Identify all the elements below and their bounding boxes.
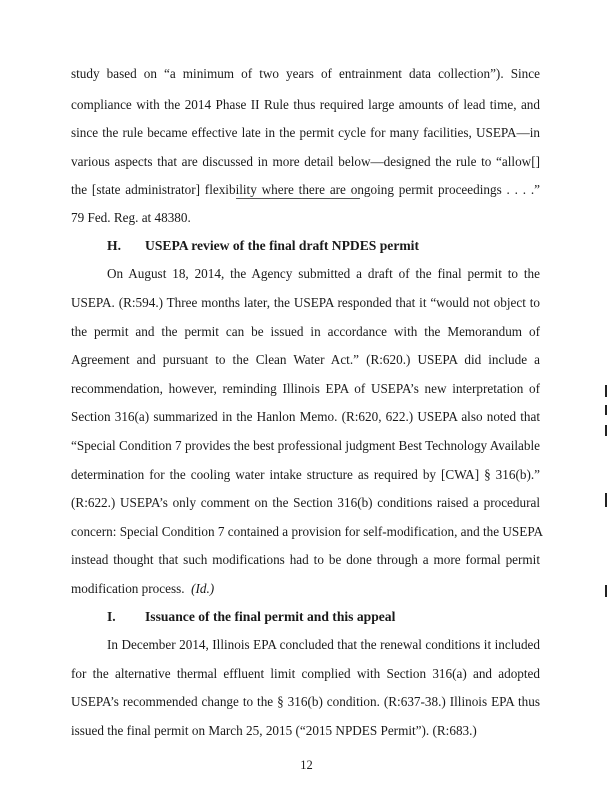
text-line: for the alternative thermal effluent limit complied with Section 316(a) and adopted [71,666,540,681]
text-fragment: modification process. [71,581,185,596]
citation: (Id.) [191,581,215,596]
section-heading: USEPA review of the final draft NPDES permit [145,238,419,253]
scan-artifact [236,198,360,199]
section-label: H. [107,238,121,253]
text-line: study based on “a minimum of two years of entrainment data collection”). Since [71,66,540,81]
text-line: the [state administrator] flexibility where there are ongoing permit proceedings . . . .” [71,182,540,197]
scan-artifact [605,585,607,597]
text-line: instead thought that such modifications had to be done through a more formal permit [71,552,540,567]
text-line: (R:622.) USEPA’s only comment on the Section 316(b) conditions raised a procedural [71,495,540,510]
text-line: recommendation, however, reminding Illinois EPA of USEPA’s new interpretation of [71,381,540,396]
text-line [71,581,540,597]
text-line: Section 316(a) summarized in the Hanlon Memo. (R:620, 622.) USEPA also noted that [71,409,540,424]
section-heading: Issuance of the final permit and this appeal [145,609,396,624]
text-line: determination for the cooling water intake structure as required by [CWA] § 316(b).” [71,467,540,482]
text-line: issued the final permit on March 25, 2015 (“2015 NPDES Permit”). (R:683.) [71,723,477,738]
text-line: concern: Special Condition 7 contained a provision for self-modification, and the USEPA [71,524,543,539]
text-line: since the rule became effective late in the permit cycle for many facilities, USEPA—in [71,125,540,140]
scan-artifact [605,425,607,436]
text-line: USEPA’s recommended change to the § 316(b) condition. (R:637-38.) Illinois EPA thus [71,694,540,709]
scan-artifact [605,405,607,415]
text-line: the permit and the permit can be issued in accordance with the Memorandum of [71,324,540,339]
text-line: On August 18, 2014, the Agency submitted a draft of the final permit to the [107,266,540,281]
scan-artifact [605,493,607,507]
page-number: 12 [300,758,313,772]
text-line: various aspects that are discussed in more detail below—designed the rule to “allow[] [71,154,540,169]
text-line: “Special Condition 7 provides the best professional judgment Best Technology Available [71,438,540,453]
text-line: USEPA. (R:594.) Three months later, the USEPA responded that it “would not object to [71,295,540,310]
section-label: I. [107,609,116,624]
text-line: In December 2014, Illinois EPA concluded that the renewal conditions it included [107,637,540,652]
text-line: 79 Fed. Reg. at 48380. [71,210,191,225]
text-line: Agreement and pursuant to the Clean Water Act.” (R:620.) USEPA did include a [71,352,540,367]
scan-artifact [605,385,607,397]
text-line: compliance with the 2014 Phase II Rule thus required large amounts of lead time, and [71,97,540,112]
